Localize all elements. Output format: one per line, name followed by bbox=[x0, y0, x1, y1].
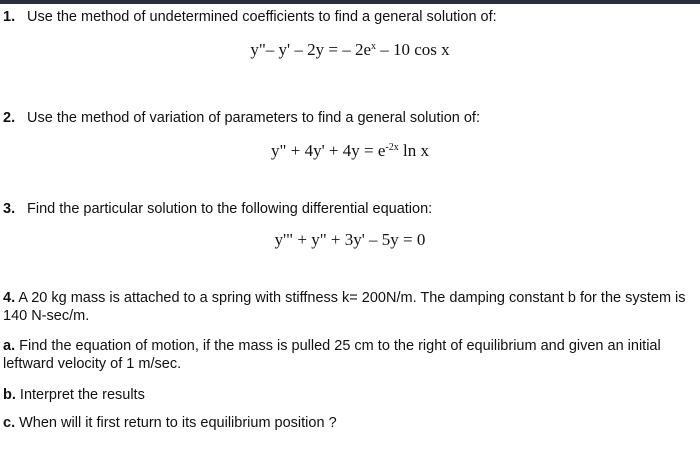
question-number: 1. bbox=[3, 9, 16, 25]
equation-equals: = bbox=[403, 230, 413, 249]
equation-equals: = bbox=[363, 141, 374, 160]
part-label: a. bbox=[3, 338, 16, 354]
part-label: c. bbox=[3, 415, 16, 431]
equation-2 bbox=[0, 141, 700, 161]
question-4-part-c bbox=[3, 414, 693, 432]
question-text: Use the method of variation of parameters to find a general solution of: bbox=[27, 110, 480, 126]
question-4-part-a bbox=[3, 337, 693, 373]
question-number: 2. bbox=[3, 110, 16, 126]
question-text: A 20 kg mass is attached to a spring with stiffness k= 200N/m. The damping constant b for the system is 140 N-sec/m. bbox=[3, 290, 686, 324]
question-2 bbox=[3, 109, 693, 127]
equation-rhs: – $2e^x - 10$ cos x bbox=[342, 40, 450, 59]
equation-equals: = bbox=[328, 40, 338, 59]
question-number: 3. bbox=[3, 201, 16, 217]
question-text: Use the method of undetermined coefficients to find a general solution of: bbox=[27, 9, 497, 25]
equation-lhs: y" + 4y' + 4y bbox=[271, 141, 360, 160]
question-4-part-b bbox=[3, 386, 693, 404]
equation-rhs: $e^{-2x}$ ln x bbox=[377, 141, 429, 160]
equation-lhs: y'" + y" + 3y' – 5y bbox=[274, 230, 399, 249]
question-number: 4. bbox=[3, 290, 16, 306]
equation-rhs: 0 bbox=[416, 230, 426, 249]
part-text: Find the equation of motion, if the mass is pulled 25 cm to the right of equilibrium and given an initial leftward velocity of 1 m/sec. bbox=[3, 338, 661, 372]
top-border bbox=[0, 0, 700, 4]
question-1 bbox=[3, 8, 693, 26]
part-text: When will it first return to its equilibrium position ? bbox=[15, 415, 337, 431]
equation-lhs: y"– y' – 2y bbox=[250, 40, 325, 59]
equation-3 bbox=[0, 230, 700, 250]
equation-1 bbox=[0, 40, 700, 60]
question-text: Find the particular solution to the following differential equation: bbox=[27, 201, 433, 217]
part-label: b. bbox=[3, 387, 16, 403]
part-text: Interpret the results bbox=[15, 387, 145, 403]
question-4-intro bbox=[3, 289, 693, 325]
question-3 bbox=[3, 200, 693, 218]
